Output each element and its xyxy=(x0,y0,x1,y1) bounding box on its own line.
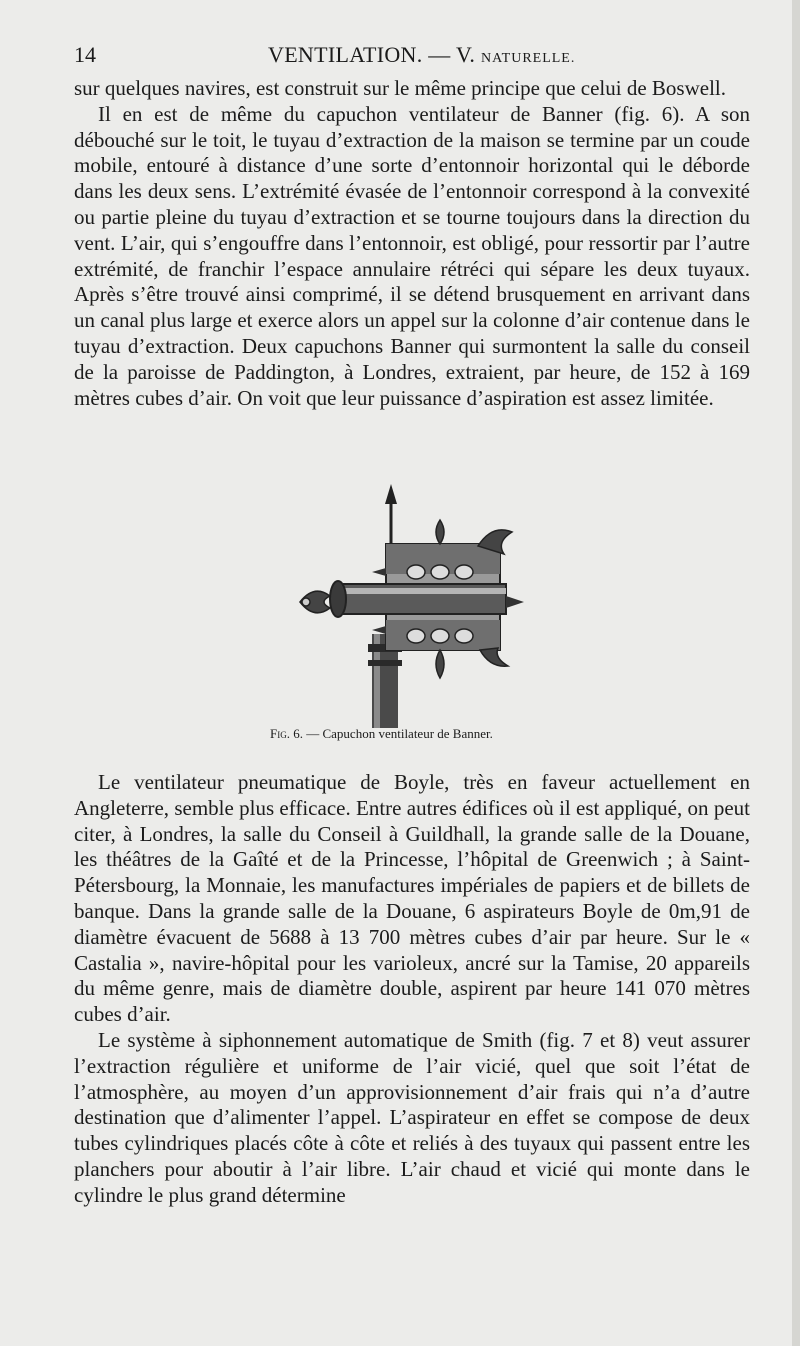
text-block-top xyxy=(74,76,750,411)
running-title-small: NATURELLE. xyxy=(480,51,576,66)
banner-cowl-illustration xyxy=(268,484,558,728)
figure-caption-text: — Capuchon ventilateur de Banner. xyxy=(306,726,493,741)
figure-label: Fig. 6. xyxy=(270,726,303,741)
paragraph-boswell: sur quelques navires, est construit sur le même principe que celui de Boswell. xyxy=(74,76,726,100)
running-head xyxy=(74,42,750,72)
page-number: 14 xyxy=(74,42,96,67)
running-title-main: VENTILATION. — V. xyxy=(268,42,476,67)
text-block-bottom xyxy=(74,770,750,1209)
paragraph-boyle: Le ventilateur pneumatique de Boyle, très en faveur actuellement en Angleterre, semble plus efficace. Entre autres édifices où il est appliqué, on peut citer, à Londres, la salle du Conseil à Guildhall, la grande salle de la Douane, les théâtres de la Gaîté et de la Princesse, l’hôpital de Greenwich ; à Saint-Pétersbourg, la Monnaie, les manufactures impériales de papiers et de billets de banque. Dans la grande salle de la Douane, 6 aspirateurs Boyle de 0m,91 de diamètre évacuent de 5688 à 13 700 mètres cubes d’air par heure. Sur le « Castalia », navire-hôpital pour les varioleux, ancré sur la Tamise, 20 appareils du même genre, mais de diamètre double, aspirent par heure 141 070 mètres cubes d’air. xyxy=(74,770,750,1027)
figure-banner-cowl xyxy=(268,484,558,728)
figure-caption xyxy=(270,726,570,742)
page-edge xyxy=(792,0,800,1346)
paragraph-smith: Le système à siphonnement automatique de Smith (fig. 7 et 8) veut assurer l’extraction régulière et uniforme de l’air vicié, quel que soit l’état de l’atmosphère, au moyen d’un approvisionnement d’air frais qui n’a d’autre destination que d’alimenter l’appel. L’aspirateur en effet se compose de deux tubes cylindriques placés côte à côte et reliés à des tuyaux qui passent entre les planchers pour aboutir à l’air libre. L’air chaud et vicié qui monte dans le cylindre le plus grand détermine xyxy=(74,1027,750,1207)
paragraph-banner: Il en est de même du capuchon ventilateur de Banner (fig. 6). A son débouché sur le toit, le tuyau d’extraction de la maison se termine par un coude mobile, entouré à distance d’une sorte d’entonnoir horizontal qui le déborde dans les deux sens. L’extrémité évasée de l’entonnoir correspond à la convexité ou partie pleine du tuyau d’extraction et se tourne toujours dans la direction du vent. L’air, qui s’engouffre dans l’entonnoir, est obligé, pour ressortir par l’autre extrémité, de franchir l’espace annulaire rétréci qui sépare les deux tuyaux. Après s’être trouvé ainsi comprimé, il se détend brusquement en arrivant dans un canal plus large et exerce alors un appel sur la colonne d’air contenue dans le tuyau d’extraction. Deux capuchons Banner qui surmontent la salle du conseil de la paroisse de Paddington, à Londres, extraient, par heure, de 152 à 169 mètres cubes d’air. On voit que leur puissance d’aspiration est assez limitée. xyxy=(74,101,750,410)
running-title xyxy=(268,42,575,68)
